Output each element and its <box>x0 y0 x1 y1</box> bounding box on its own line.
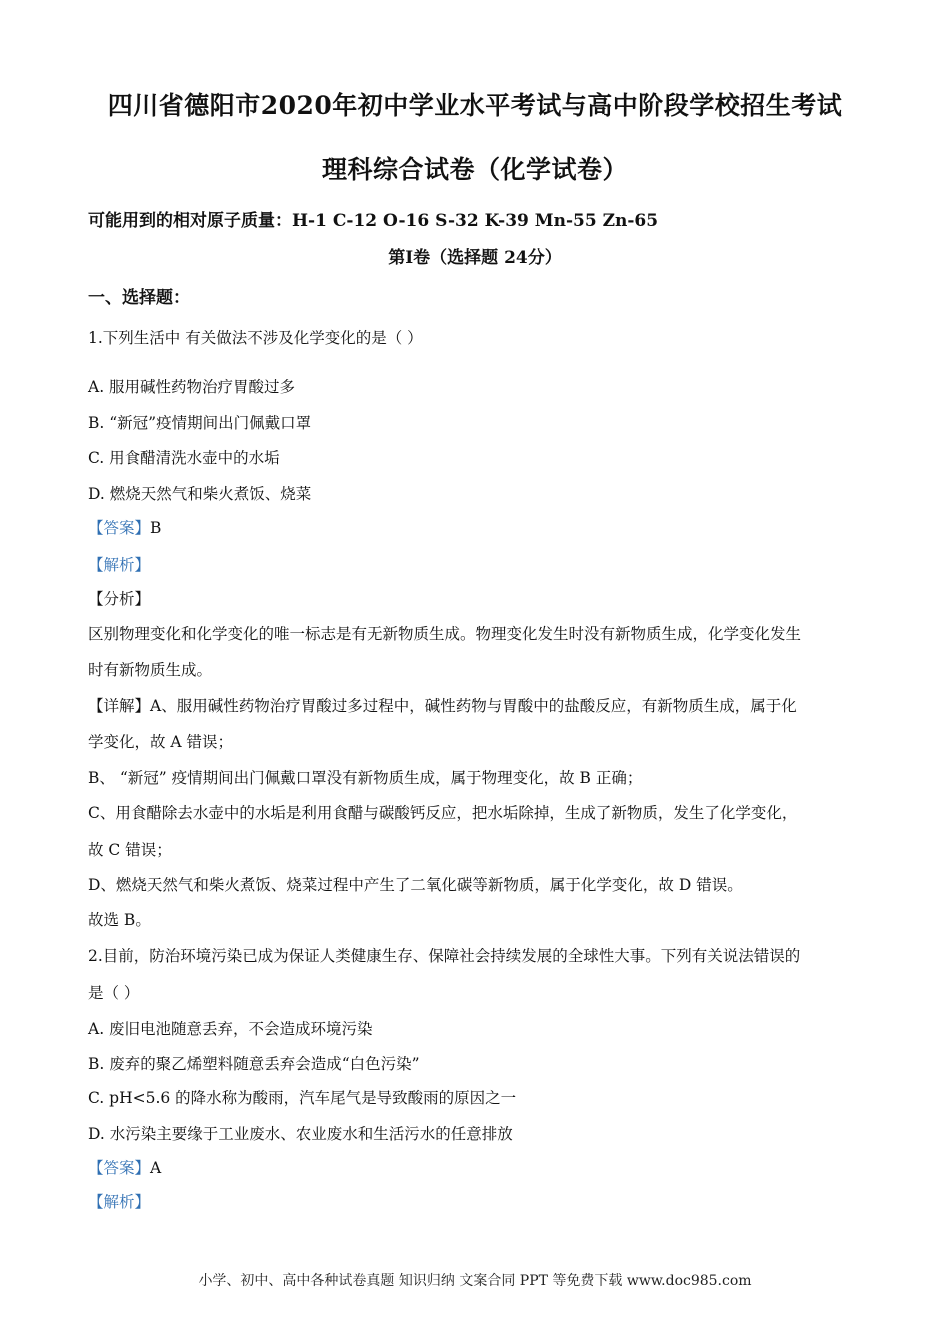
answer-value: B <box>150 519 162 537</box>
q1-detail-c2: 故 C 错误； <box>88 841 172 859</box>
q1-fenxi-line2: 时有新物质生成。 <box>88 661 213 679</box>
answer-tag: 【答案】 <box>88 519 151 537</box>
q1-detail-c1: C、用食醋除去水壶中的水垢是利用食醋与碳酸钙反应，把水垢除掉，生成了新物质，发生了化学变化， <box>88 804 798 822</box>
q1-fenxi-line1: 区别物理变化和化学变化的唯一标志是有无新物质生成。物理变化发生时没有新物质生成，化学变化发生 <box>88 625 802 643</box>
q1-detail-b: B、 “新冠” 疫情期间出门佩戴口罩没有新物质生成，属于物理变化，故 B 正确； <box>88 769 643 787</box>
q1-option-c: C. 用食醋清洗水壶中的水垢 <box>88 449 280 467</box>
q2-answer <box>88 1156 161 1178</box>
q2-stem-line1: 2.目前，防治环境污染已成为保证人类健康生存、保障社会持续发展的全球性大事。下列有关说法错误的 <box>88 947 801 965</box>
q1-analysis-tag: 【解析】 <box>88 556 151 574</box>
q2-option-c: C. pH<5.6 的降水称为酸雨，汽车尾气是导致酸雨的原因之一 <box>88 1089 517 1107</box>
q1-answer <box>88 516 161 538</box>
q2-option-a: A. 废旧电池随意丢弃，不会造成环境污染 <box>88 1020 373 1038</box>
q2-option-d: D. 水污染主要缘于工业废水、农业废水和生活污水的任意排放 <box>88 1125 513 1143</box>
q2-option-b: B. 废弃的聚乙烯塑料随意丢弃会造成“白色污染” <box>88 1055 420 1073</box>
q2-stem-line2: 是（ ） <box>88 984 140 1002</box>
q1-stem: 1.下列生活中 有关做法不涉及化学变化的是（ ） <box>88 329 423 347</box>
q1-detail-a2: 学变化，故 A 错误； <box>88 733 234 751</box>
q1-option-d: D. 燃烧天然气和柴火煮饭、烧菜 <box>88 485 312 503</box>
q1-option-b: B. “新冠”疫情期间出门佩戴口罩 <box>88 414 312 432</box>
page-footer: 小学、初中、高中各种试卷真题 知识归纳 文案合同 PPT 等免费下载 www.doc985.com <box>198 1273 752 1289</box>
exam-title: 四川省德阳市2020年初中学业水平考试与高中阶段学校招生考试 <box>107 91 843 120</box>
q1-detail-a1: 【详解】A、服用碱性药物治疗胃酸过多过程中，碱性药物与胃酸中的盐酸反应，有新物质生成，属于化 <box>88 697 797 715</box>
part-title: 第Ⅰ卷（选择题 24分） <box>388 248 562 268</box>
q1-detail-d: D、燃烧天然气和柴火煮饭、烧菜过程中产生了二氧化碳等新物质，属于化学变化，故 D 错误。 <box>88 876 743 894</box>
q1-option-a: A. 服用碱性药物治疗胃酸过多 <box>88 378 296 396</box>
exam-subtitle: 理科综合试卷（化学试卷） <box>321 155 628 184</box>
answer-tag: 【答案】 <box>88 1159 151 1177</box>
q1-fenxi-tag: 【分析】 <box>88 590 151 608</box>
atomic-masses: 可能用到的相对原子质量：H-1 C-12 O-16 S-32 K-39 Mn-55 Zn-65 <box>88 211 659 231</box>
q2-analysis-tag: 【解析】 <box>88 1193 151 1211</box>
q1-conclusion: 故选 B。 <box>88 911 151 929</box>
section-title: 一、选择题： <box>88 288 190 308</box>
detail-tag: 【详解】 <box>88 697 151 715</box>
answer-value: A <box>150 1159 162 1177</box>
